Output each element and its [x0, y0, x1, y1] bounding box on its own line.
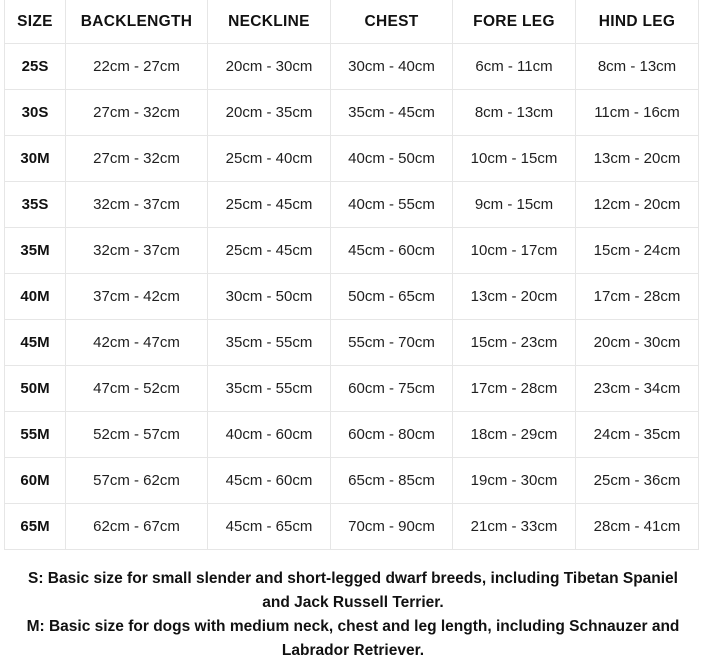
measurement-cell: 45cm - 65cm: [208, 504, 331, 550]
column-header-chest: CHEST: [331, 0, 453, 44]
size-cell: 25S: [5, 44, 66, 90]
measurement-cell: 25cm - 45cm: [208, 182, 331, 228]
measurement-cell: 28cm - 41cm: [576, 504, 699, 550]
measurement-cell: 12cm - 20cm: [576, 182, 699, 228]
measurement-cell: 70cm - 90cm: [331, 504, 453, 550]
measurement-cell: 62cm - 67cm: [66, 504, 208, 550]
measurement-cell: 42cm - 47cm: [66, 320, 208, 366]
table-row: [5, 320, 699, 366]
measurement-cell: 45cm - 60cm: [208, 458, 331, 504]
size-table-body: [5, 44, 699, 550]
size-cell: 35S: [5, 182, 66, 228]
measurement-cell: 60cm - 75cm: [331, 366, 453, 412]
measurement-cell: 17cm - 28cm: [453, 366, 576, 412]
size-cell: 50M: [5, 366, 66, 412]
measurement-cell: 35cm - 55cm: [208, 320, 331, 366]
measurement-cell: 22cm - 27cm: [66, 44, 208, 90]
measurement-cell: 13cm - 20cm: [576, 136, 699, 182]
column-header-fore-leg: FORE LEG: [453, 0, 576, 44]
note-medium-sizes: M: Basic size for dogs with medium neck, chest and leg length, including Schnauzer and Labrador Retriever.: [26, 618, 680, 659]
size-cell: 35M: [5, 228, 66, 274]
measurement-cell: 35cm - 45cm: [331, 90, 453, 136]
measurement-cell: 11cm - 16cm: [576, 90, 699, 136]
measurement-cell: 21cm - 33cm: [453, 504, 576, 550]
measurement-cell: 13cm - 20cm: [453, 274, 576, 320]
measurement-cell: 6cm - 11cm: [453, 44, 576, 90]
measurement-cell: 57cm - 62cm: [66, 458, 208, 504]
measurement-cell: 40cm - 55cm: [331, 182, 453, 228]
table-row: [5, 228, 699, 274]
measurement-cell: 32cm - 37cm: [66, 228, 208, 274]
column-header-hind-leg: HIND LEG: [576, 0, 699, 44]
measurement-cell: 24cm - 35cm: [576, 412, 699, 458]
measurement-cell: 10cm - 17cm: [453, 228, 576, 274]
measurement-cell: 18cm - 29cm: [453, 412, 576, 458]
measurement-cell: 10cm - 15cm: [453, 136, 576, 182]
table-row: [5, 136, 699, 182]
measurement-cell: 50cm - 65cm: [331, 274, 453, 320]
table-row: [5, 412, 699, 458]
size-cell: 30S: [5, 90, 66, 136]
size-cell: 65M: [5, 504, 66, 550]
measurement-cell: 25cm - 45cm: [208, 228, 331, 274]
note-small-sizes: S: Basic size for small slender and short-legged dwarf breeds, including Tibetan Spaniel and Jack Russell Terrier.: [27, 570, 678, 611]
table-row: [5, 366, 699, 412]
size-notes: [0, 567, 706, 663]
measurement-cell: 30cm - 40cm: [331, 44, 453, 90]
table-row: [5, 504, 699, 550]
measurement-cell: 23cm - 34cm: [576, 366, 699, 412]
measurement-cell: 15cm - 24cm: [576, 228, 699, 274]
table-row: [5, 458, 699, 504]
size-cell: 60M: [5, 458, 66, 504]
measurement-cell: 32cm - 37cm: [66, 182, 208, 228]
measurement-cell: 8cm - 13cm: [576, 44, 699, 90]
table-row: [5, 274, 699, 320]
size-table: [4, 0, 699, 550]
table-row: [5, 44, 699, 90]
column-header-size: SIZE: [5, 0, 66, 44]
size-cell: 40M: [5, 274, 66, 320]
measurement-cell: 40cm - 60cm: [208, 412, 331, 458]
measurement-cell: 20cm - 30cm: [576, 320, 699, 366]
table-row: [5, 182, 699, 228]
measurement-cell: 52cm - 57cm: [66, 412, 208, 458]
size-cell: 45M: [5, 320, 66, 366]
measurement-cell: 19cm - 30cm: [453, 458, 576, 504]
measurement-cell: 27cm - 32cm: [66, 90, 208, 136]
measurement-cell: 9cm - 15cm: [453, 182, 576, 228]
column-header-backlength: BACKLENGTH: [66, 0, 208, 44]
measurement-cell: 40cm - 50cm: [331, 136, 453, 182]
measurement-cell: 17cm - 28cm: [576, 274, 699, 320]
measurement-cell: 20cm - 35cm: [208, 90, 331, 136]
size-cell: 55M: [5, 412, 66, 458]
measurement-cell: 37cm - 42cm: [66, 274, 208, 320]
measurement-cell: 30cm - 50cm: [208, 274, 331, 320]
size-table-header: [5, 0, 699, 44]
measurement-cell: 35cm - 55cm: [208, 366, 331, 412]
measurement-cell: 25cm - 36cm: [576, 458, 699, 504]
column-header-neckline: NECKLINE: [208, 0, 331, 44]
table-row: [5, 90, 699, 136]
measurement-cell: 65cm - 85cm: [331, 458, 453, 504]
measurement-cell: 47cm - 52cm: [66, 366, 208, 412]
measurement-cell: 45cm - 60cm: [331, 228, 453, 274]
header-row: [5, 0, 699, 44]
size-cell: 30M: [5, 136, 66, 182]
measurement-cell: 20cm - 30cm: [208, 44, 331, 90]
measurement-cell: 60cm - 80cm: [331, 412, 453, 458]
measurement-cell: 8cm - 13cm: [453, 90, 576, 136]
measurement-cell: 15cm - 23cm: [453, 320, 576, 366]
measurement-cell: 25cm - 40cm: [208, 136, 331, 182]
measurement-cell: 55cm - 70cm: [331, 320, 453, 366]
measurement-cell: 27cm - 32cm: [66, 136, 208, 182]
